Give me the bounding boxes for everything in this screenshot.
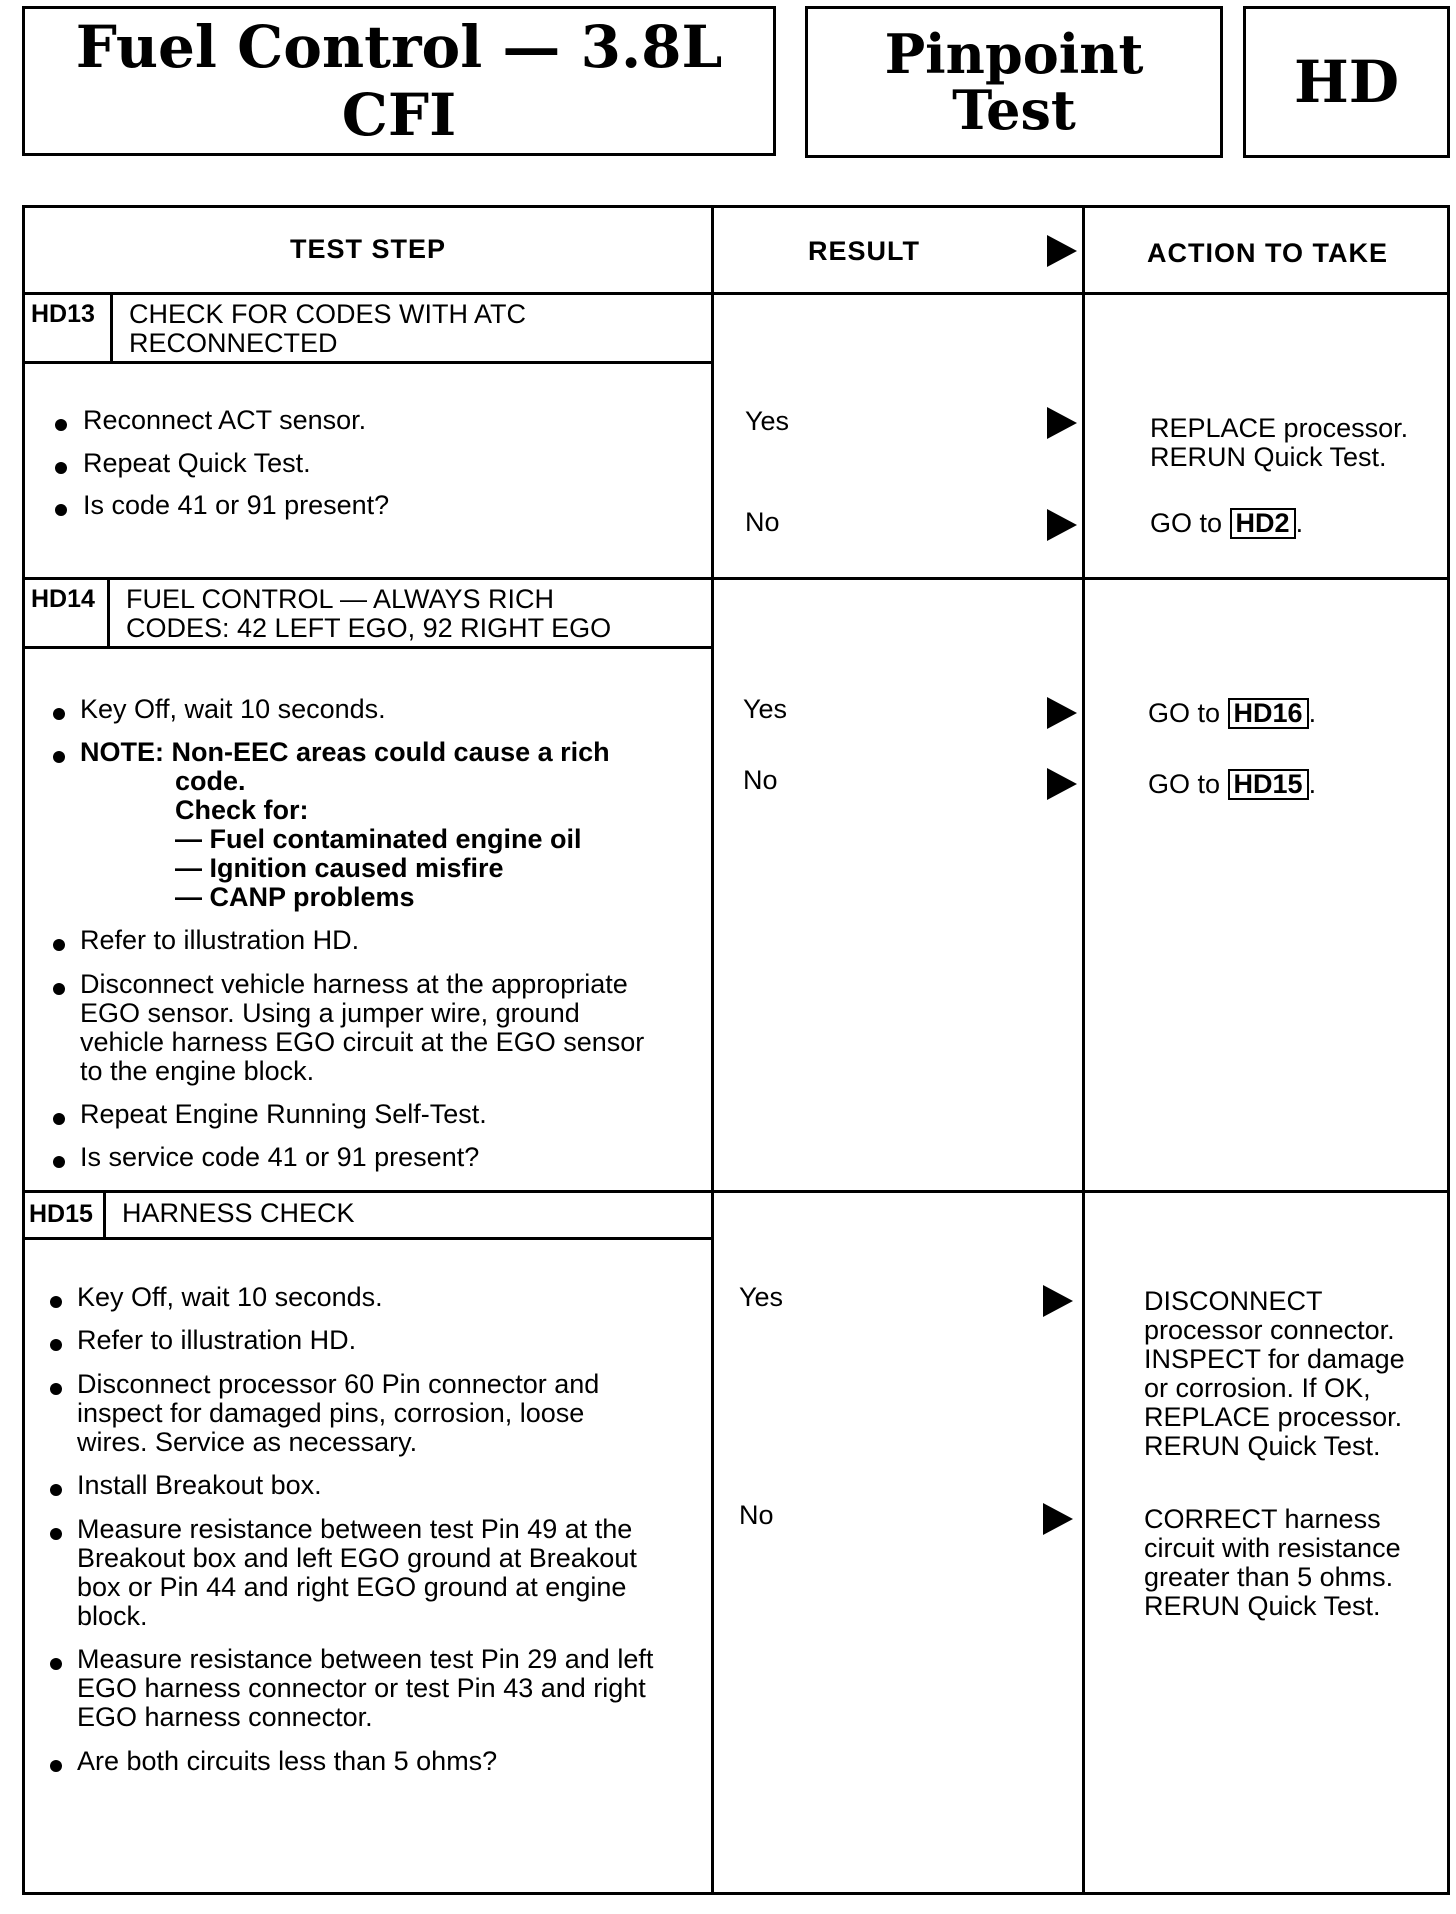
step-title-hd13 [129, 300, 526, 358]
bullet-icon [50, 1528, 62, 1540]
step-item: Repeat Engine Running Self-Test. [80, 1099, 487, 1129]
bullet-icon [50, 1383, 62, 1395]
step-id-hd14: HD14 [31, 585, 95, 613]
step-id-hd15: HD15 [29, 1200, 93, 1228]
step-item: EGO harness connector. [77, 1702, 373, 1732]
step-reference: HD15 [1228, 769, 1309, 800]
divider-result-action [1082, 208, 1085, 1895]
step-title-line: RECONNECTED [129, 328, 338, 358]
bullet-icon [50, 1760, 62, 1772]
bullet-icon [53, 939, 65, 951]
action-text [1150, 508, 1303, 539]
hd13-title-underline [25, 361, 714, 364]
step-item: Refer to illustration HD. [77, 1325, 357, 1355]
header-divider [25, 292, 1450, 295]
hd13-id-divider [110, 292, 113, 364]
action-line: DISCONNECT [1144, 1286, 1323, 1316]
step-item: block. [77, 1601, 148, 1631]
bullet-icon [50, 1296, 62, 1308]
step-title-hd14 [126, 585, 611, 643]
action-prefix: GO to [1148, 769, 1221, 799]
action-line: processor connector. [1144, 1315, 1395, 1345]
action-line: greater than 5 ohms. [1144, 1562, 1394, 1592]
page-title: Fuel Control — 3.8L CFI [22, 6, 776, 156]
action-line: INSPECT for damage [1144, 1344, 1405, 1374]
test-table [22, 205, 1450, 1895]
action-text [1148, 698, 1316, 729]
hd14-title-underline [25, 646, 714, 649]
result-answer: No [739, 1500, 774, 1530]
test-type-line1: Pinpoint [884, 22, 1144, 86]
action-line: or corrosion. If OK, [1144, 1373, 1371, 1403]
step-item: Breakout box and left EGO ground at Breakout [77, 1543, 637, 1573]
action-line: REPLACE processor. [1144, 1402, 1403, 1432]
result-answer: Yes [739, 1282, 784, 1312]
action-line: REPLACE processor. [1150, 413, 1409, 443]
step-item: Disconnect vehicle harness at the appropriate [80, 969, 628, 999]
result-answer: Yes [745, 406, 790, 436]
bullet-icon [53, 1113, 65, 1125]
step-item: Is code 41 or 91 present? [83, 490, 390, 520]
step-item: EGO harness connector or test Pin 43 and right [77, 1673, 646, 1703]
action-prefix: GO to [1148, 698, 1221, 728]
action-text [1148, 769, 1316, 800]
result-arrow-icon [1047, 768, 1077, 800]
bullet-icon [53, 708, 65, 720]
step-note: — Ignition caused misfire [175, 853, 504, 883]
step-title-hd15 [122, 1199, 355, 1228]
action-suffix: . [1308, 769, 1317, 799]
step-item: Reconnect ACT sensor. [83, 405, 367, 435]
step-title-line: CODES: 42 LEFT EGO, 92 RIGHT EGO [126, 613, 612, 643]
step-item: wires. Service as necessary. [77, 1427, 418, 1457]
test-code: HD [1243, 6, 1450, 158]
step-item: Install Breakout box. [77, 1470, 322, 1500]
step-title-line: HARNESS CHECK [122, 1198, 355, 1228]
step-item: Are both circuits less than 5 ohms? [77, 1746, 498, 1776]
result-answer: No [743, 765, 778, 795]
step-title-line: CHECK FOR CODES WITH ATC [129, 299, 527, 329]
step-item: vehicle harness EGO circuit at the EGO sensor [80, 1027, 645, 1057]
test-type-box [805, 6, 1223, 158]
step-note: Check for: [175, 795, 309, 825]
step-divider [25, 577, 1450, 580]
step-note: — Fuel contaminated engine oil [175, 824, 582, 854]
step-item: EGO sensor. Using a jumper wire, ground [80, 998, 580, 1028]
bullet-icon [53, 751, 65, 763]
action-line: CORRECT harness [1144, 1504, 1381, 1534]
action-line: RERUN Quick Test. [1150, 442, 1387, 472]
action-text [1144, 1287, 1405, 1461]
action-text [1144, 1505, 1401, 1621]
action-prefix: GO to [1150, 508, 1223, 538]
step-id-hd13: HD13 [31, 300, 95, 328]
hd15-id-divider [103, 1190, 106, 1240]
step-note: — CANP problems [175, 882, 415, 912]
column-header-action: ACTION TO TAKE [1147, 238, 1388, 268]
step-reference: HD16 [1228, 698, 1309, 729]
result-answer: No [745, 507, 780, 537]
bullet-icon [50, 1658, 62, 1670]
test-type-line2: Test [952, 78, 1076, 142]
bullet-icon [50, 1339, 62, 1351]
hd15-title-underline [25, 1237, 714, 1240]
bullet-icon [55, 504, 67, 516]
step-divider [25, 1190, 1450, 1193]
step-item: Refer to illustration HD. [80, 925, 360, 955]
step-item: Disconnect processor 60 Pin connector and [77, 1369, 600, 1399]
bullet-icon [50, 1484, 62, 1496]
bullet-icon [55, 462, 67, 474]
action-suffix: . [1308, 698, 1317, 728]
step-item: Key Off, wait 10 seconds. [77, 1282, 383, 1312]
result-answer: Yes [743, 694, 788, 724]
step-item: Measure resistance between test Pin 49 at the [77, 1514, 633, 1544]
step-item: inspect for damaged pins, corrosion, loose [77, 1398, 585, 1428]
divider-step-result [711, 208, 714, 1895]
step-reference: HD2 [1230, 508, 1296, 539]
step-note: code. [175, 766, 246, 796]
step-item: Repeat Quick Test. [83, 448, 311, 478]
step-item: to the engine block. [80, 1056, 315, 1086]
bullet-icon [53, 983, 65, 995]
action-line: RERUN Quick Test. [1144, 1431, 1381, 1461]
step-item: Measure resistance between test Pin 29 and left [77, 1644, 654, 1674]
column-header-test-step: TEST STEP [289, 234, 447, 264]
column-header-result: RESULT [808, 236, 920, 266]
result-arrow-icon [1047, 697, 1077, 729]
action-suffix: . [1295, 508, 1304, 538]
bullet-icon [53, 1156, 65, 1168]
step-item: Is service code 41 or 91 present? [80, 1142, 480, 1172]
hd14-id-divider [107, 577, 110, 649]
action-text [1150, 414, 1408, 472]
bullet-icon [55, 419, 67, 431]
result-arrow-icon [1043, 1503, 1073, 1535]
result-arrow-icon [1043, 1285, 1073, 1317]
action-line: RERUN Quick Test. [1144, 1591, 1381, 1621]
step-item: box or Pin 44 and right EGO ground at engine [77, 1572, 627, 1602]
result-arrow-icon [1047, 509, 1077, 541]
step-note: NOTE: Non-EEC areas could cause a rich [80, 737, 610, 767]
step-title-line: FUEL CONTROL — ALWAYS RICH [126, 584, 555, 614]
action-line: circuit with resistance [1144, 1533, 1401, 1563]
result-arrow-icon [1047, 407, 1077, 439]
result-arrow-icon [1047, 235, 1077, 267]
step-item: Key Off, wait 10 seconds. [80, 694, 386, 724]
